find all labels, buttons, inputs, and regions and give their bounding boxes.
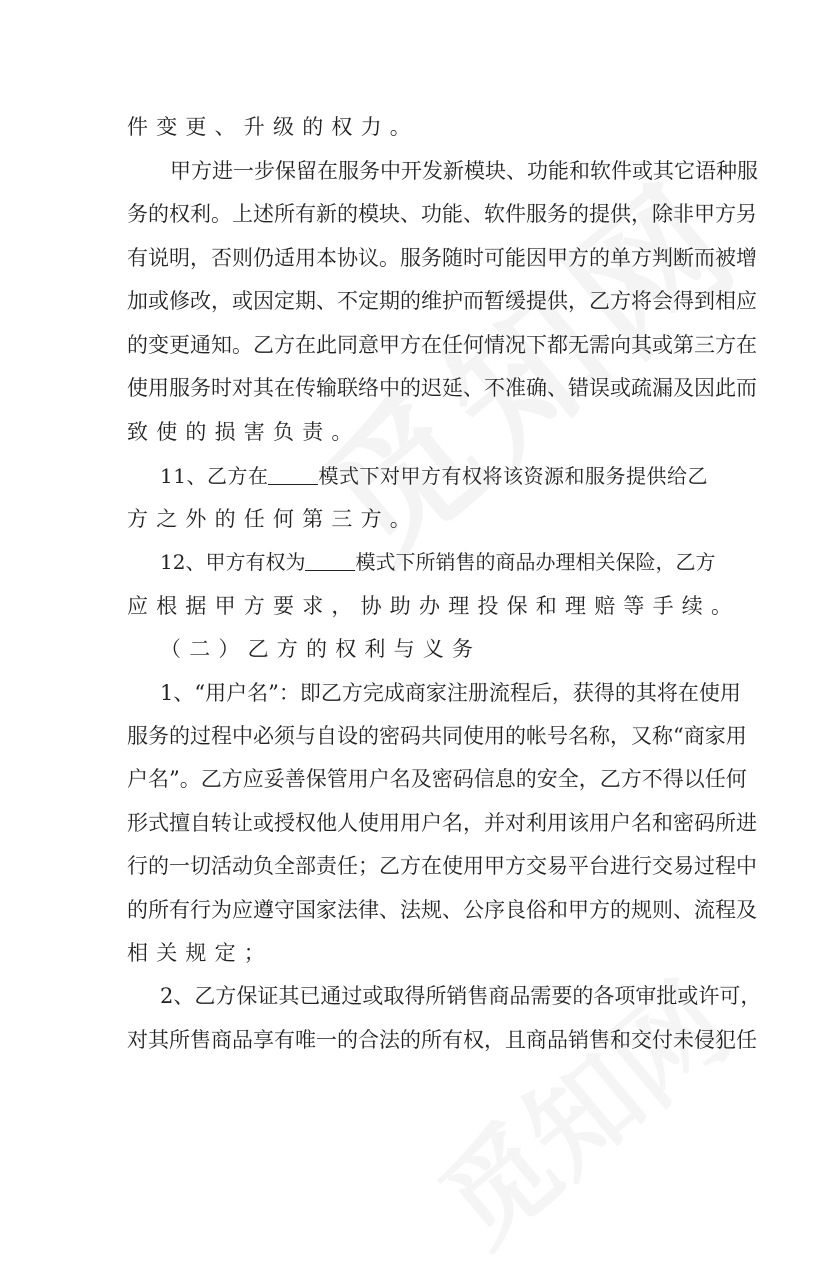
paragraph-line: 应根据甲方要求，协助办理投保和理赔等手续。 <box>127 594 741 618</box>
paragraph-line: 的变更通知。乙方在此同意甲方在任何情况下都无需向其或第三方在 <box>127 333 757 357</box>
clause-12-line <box>160 547 716 577</box>
clause-text: 模式下对甲方有权将该资源和服务提供给乙 <box>318 464 708 488</box>
clause-text: 12、甲方有权为 <box>160 550 306 574</box>
paragraph-line: 有说明，否则仍适用本协议。服务随时可能因甲方的单方判断而被增 <box>127 246 757 270</box>
section-heading: （二）乙方的权利与义务 <box>160 637 482 661</box>
fill-in-blank[interactable] <box>305 550 355 571</box>
paragraph-line: 1、“用户名”：即乙方完成商家注册流程后，获得的其将在使用 <box>160 681 741 705</box>
paragraph-line: 行的一切活动负全部责任；乙方在使用甲方交易平台进行交易过程中 <box>127 854 757 878</box>
paragraph-line: 2、乙方保证其已通过或取得所销售商品需要的各项审批或许可， <box>160 984 762 1008</box>
paragraph-line: 对其所售商品享有唯一的合法的所有权，且商品销售和交付未侵犯任 <box>127 1028 757 1052</box>
watermark <box>423 967 747 1263</box>
paragraph-line: 相关规定； <box>127 941 273 965</box>
fill-in-blank[interactable] <box>268 464 318 485</box>
clause-text: 模式下所销售的商品办理相关保险，乙方 <box>355 550 716 574</box>
paragraph-line: 方之外的任何第三方。 <box>127 507 419 531</box>
paragraph-line: 甲方进一步保留在服务中开发新模块、功能和软件或其它语种服 <box>170 159 758 183</box>
paragraph-line: 件变更、升级的权力。 <box>127 115 419 139</box>
paragraph-line: 户名”。乙方应妥善保管用户名及密码信息的安全，乙方不得以任何 <box>127 767 747 791</box>
clause-text: 11、乙方在 <box>160 464 269 488</box>
paragraph-line: 使用服务时对其在传输联络中的迟延、不准确、错误或疏漏及因此而 <box>127 376 757 400</box>
paragraph-line: 务的权利。上述所有新的模块、功能、软件服务的提供，除非甲方另 <box>127 202 757 226</box>
clause-11-line <box>160 461 713 491</box>
paragraph-line: 致使的损害负责。 <box>127 420 361 444</box>
paragraph-line: 的所有行为应遵守国家法律、法规、公序良俗和甲方的规则、流程及 <box>127 898 757 922</box>
paragraph-line: 加或修改，或因定期、不定期的维护而暂缓提供，乙方将会得到相应 <box>127 289 757 313</box>
paragraph-line: 服务的过程中必须与自设的密码共同使用的帐号名称，又称“商家用 <box>127 724 747 748</box>
paragraph-line: 形式擅自转让或授权他人使用用户名，并对利用该用户名和密码所进 <box>127 811 757 835</box>
